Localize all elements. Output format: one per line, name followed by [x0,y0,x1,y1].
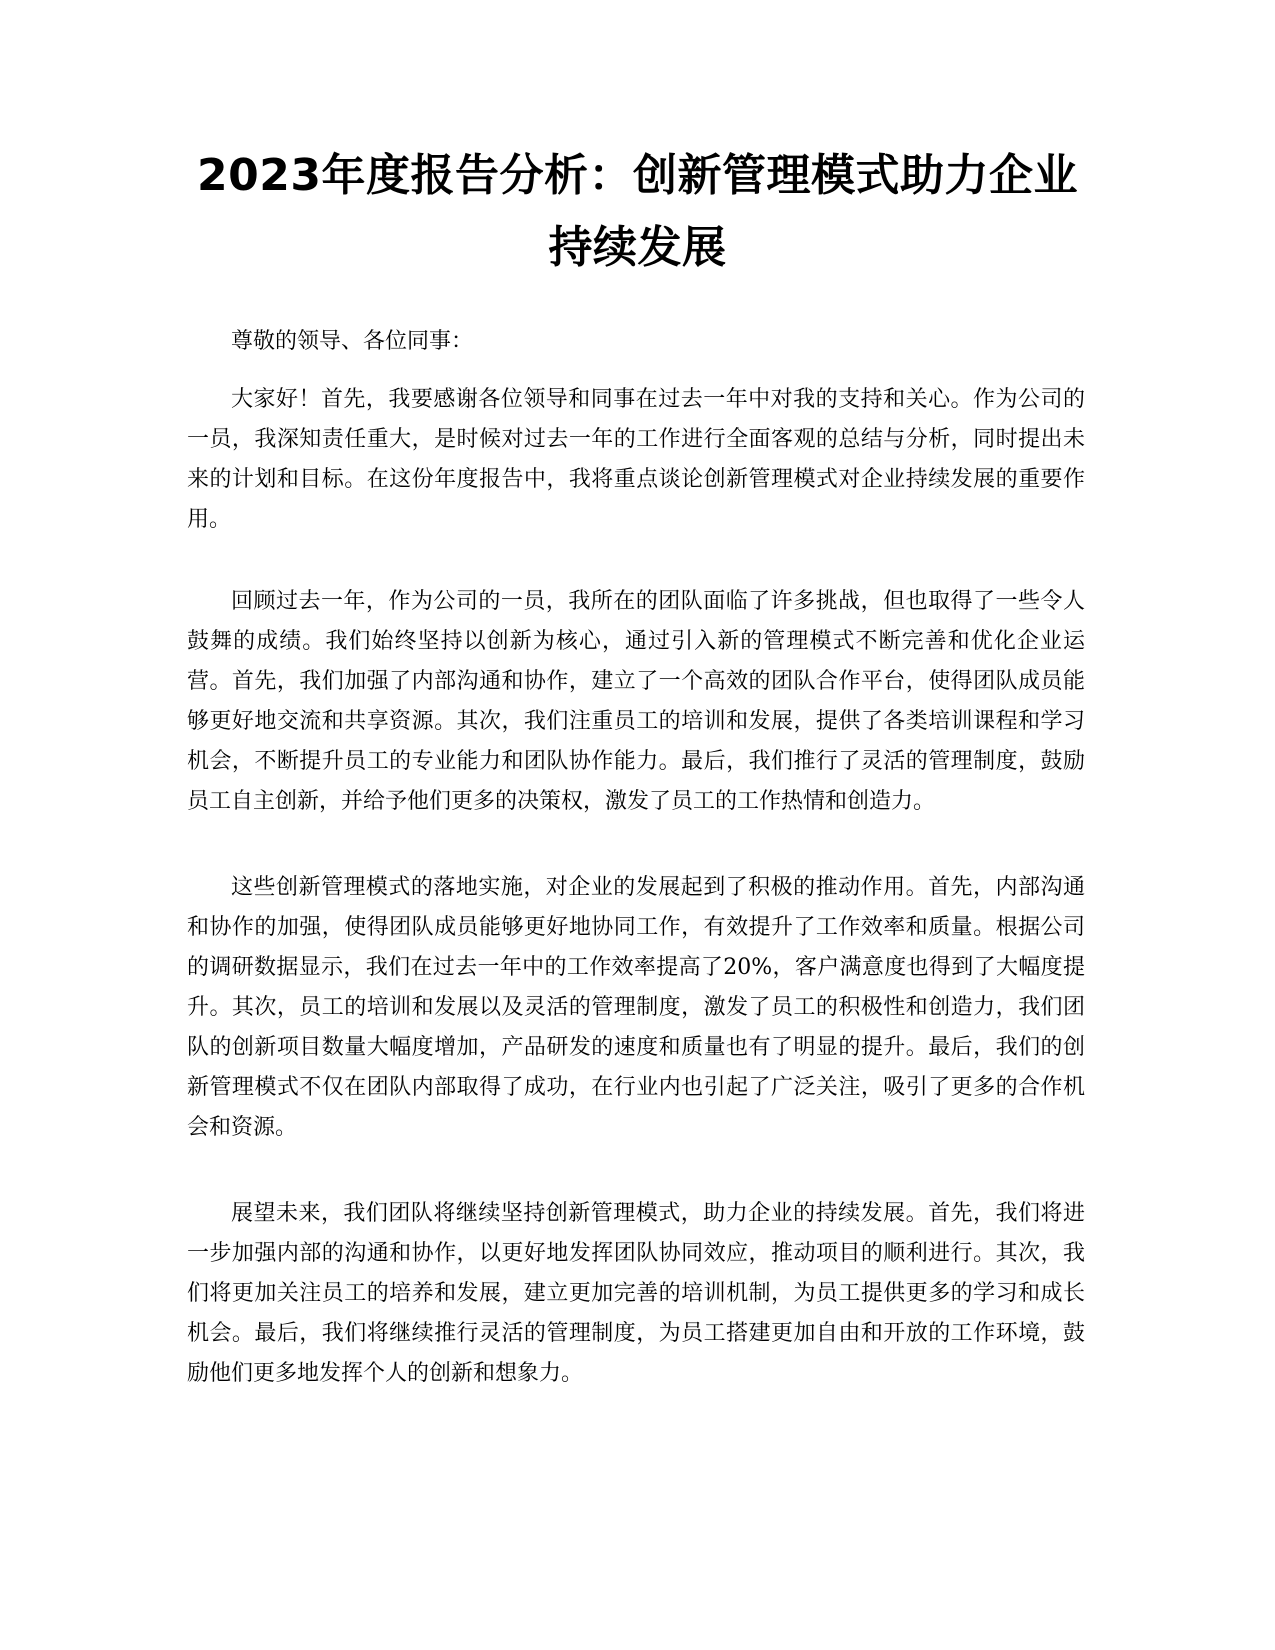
paragraph-outlook: 展望未来，我们团队将继续坚持创新管理模式，助力企业的持续发展。首先，我们将进一步加强内部的沟通和协作，以更好地发挥团队协同效应，推动项目的顺利进行。其次，我们将更加关注员工的培养和发展，建立更加完善的培训机制，为员工提供更多的学习和成长机会。最后，我们将继续推行灵活的管理制度，为员工搭建更加自由和开放的工作环境，鼓励他们更多地发挥个人的创新和想象力。 [187,1201,1085,1386]
document-title [160,140,1115,284]
document-title-line-1: 2023年度报告分析：创新管理模式助力企业 [197,150,1078,201]
salutation: 尊敬的领导、各位同事： [231,329,474,354]
paragraph-impact: 这些创新管理模式的落地实施，对企业的发展起到了积极的推动作用。首先，内部沟通和协作的加强，使得团队成员能够更好地协同工作，有效提升了工作效率和质量。根据公司的调研数据显示，我们在过去一年中的工作效率提高了20%，客户满意度也得到了大幅度提升。其次，员工的培训和发展以及灵活的管理制度，激发了员工的积极性和创造力，我们团队的创新项目数量大幅度增加，产品研发的速度和质量也有了明显的提升。最后，我们的创新管理模式不仅在团队内部取得了成功，在行业内也引起了广泛关注，吸引了更多的合作机会和资源。 [187,875,1085,1140]
document-title-line-2: 持续发展 [548,222,727,273]
paragraph-review: 回顾过去一年，作为公司的一员，我所在的团队面临了许多挑战，但也取得了一些令人鼓舞的成绩。我们始终坚持以创新为核心，通过引入新的管理模式不断完善和优化企业运营。首先，我们加强了内部沟通和协作，建立了一个高效的团队合作平台，使得团队成员能够更好地交流和共享资源。其次，我们注重员工的培训和发展，提供了各类培训课程和学习机会，不断提升员工的专业能力和团队协作能力。最后，我们推行了灵活的管理制度，鼓励员工自主创新，并给予他们更多的决策权，激发了员工的工作热情和创造力。 [187,589,1085,814]
paragraph-introduction: 大家好！首先，我要感谢各位领导和同事在过去一年中对我的支持和关心。作为公司的一员，我深知责任重大，是时候对过去一年的工作进行全面客观的总结与分析，同时提出未来的计划和目标。在这份年度报告中，我将重点谈论创新管理模式对企业持续发展的重要作用。 [187,387,1085,532]
